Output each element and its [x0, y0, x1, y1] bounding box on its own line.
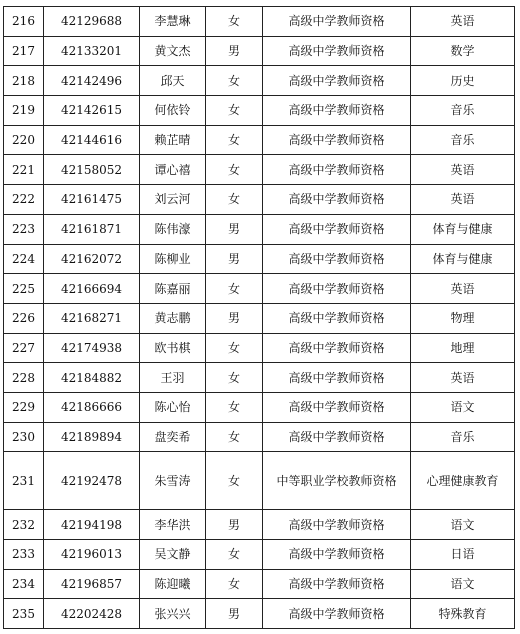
candidate-id: 42158052 [44, 155, 140, 185]
certificate-type: 中等职业学校教师资格 [263, 452, 411, 510]
row-number: 217 [4, 36, 44, 66]
certificate-type: 高级中学教师资格 [263, 422, 411, 452]
candidate-name: 黄志鹏 [140, 303, 206, 333]
table-row [4, 392, 515, 422]
row-number: 218 [4, 66, 44, 96]
row-number: 233 [4, 540, 44, 570]
candidate-gender: 男 [206, 510, 263, 540]
row-number: 226 [4, 303, 44, 333]
certificate-type: 高级中学教师资格 [263, 7, 411, 37]
candidate-id: 42189894 [44, 422, 140, 452]
subject: 日语 [411, 540, 515, 570]
certificate-type: 高级中学教师资格 [263, 274, 411, 304]
candidate-gender: 男 [206, 36, 263, 66]
row-number: 220 [4, 125, 44, 155]
candidate-table-body [4, 7, 515, 629]
candidate-gender: 女 [206, 392, 263, 422]
certificate-type: 高级中学教师资格 [263, 155, 411, 185]
table-row [4, 363, 515, 393]
subject: 英语 [411, 363, 515, 393]
candidate-gender: 男 [206, 214, 263, 244]
candidate-gender: 女 [206, 125, 263, 155]
subject: 音乐 [411, 422, 515, 452]
candidate-id: 42196857 [44, 569, 140, 599]
certificate-type: 高级中学教师资格 [263, 540, 411, 570]
certificate-type: 高级中学教师资格 [263, 303, 411, 333]
candidate-id: 42192478 [44, 452, 140, 510]
table-row [4, 155, 515, 185]
subject: 语文 [411, 510, 515, 540]
candidate-id: 42161871 [44, 214, 140, 244]
candidate-gender: 女 [206, 540, 263, 570]
candidate-id: 42144616 [44, 125, 140, 155]
candidate-name: 欧书棋 [140, 333, 206, 363]
candidate-gender: 女 [206, 7, 263, 37]
table-row [4, 452, 515, 510]
candidate-name: 吴文静 [140, 540, 206, 570]
table-row [4, 599, 515, 629]
candidate-name: 李华洪 [140, 510, 206, 540]
candidate-name: 陈心怡 [140, 392, 206, 422]
candidate-id: 42129688 [44, 7, 140, 37]
table-row [4, 303, 515, 333]
subject: 音乐 [411, 96, 515, 126]
table-row [4, 36, 515, 66]
candidate-id: 42162072 [44, 244, 140, 274]
certificate-type: 高级中学教师资格 [263, 36, 411, 66]
table-row [4, 422, 515, 452]
certificate-type: 高级中学教师资格 [263, 244, 411, 274]
candidate-name: 李慧琳 [140, 7, 206, 37]
candidate-id: 42202428 [44, 599, 140, 629]
candidate-gender: 男 [206, 244, 263, 274]
table-row [4, 66, 515, 96]
subject: 心理健康教育 [411, 452, 515, 510]
candidate-id: 42194198 [44, 510, 140, 540]
candidate-name: 黄文杰 [140, 36, 206, 66]
candidate-id: 42168271 [44, 303, 140, 333]
candidate-id: 42161475 [44, 185, 140, 215]
subject: 物理 [411, 303, 515, 333]
subject: 体育与健康 [411, 214, 515, 244]
candidate-name: 陈伟濠 [140, 214, 206, 244]
candidate-id: 42184882 [44, 363, 140, 393]
candidate-name: 何依铃 [140, 96, 206, 126]
certificate-type: 高级中学教师资格 [263, 599, 411, 629]
table-row [4, 214, 515, 244]
row-number: 235 [4, 599, 44, 629]
candidate-name: 陈迎曦 [140, 569, 206, 599]
subject: 数学 [411, 36, 515, 66]
certificate-type: 高级中学教师资格 [263, 333, 411, 363]
row-number: 221 [4, 155, 44, 185]
table-row [4, 540, 515, 570]
subject: 历史 [411, 66, 515, 96]
candidate-id: 42142615 [44, 96, 140, 126]
row-number: 216 [4, 7, 44, 37]
row-number: 224 [4, 244, 44, 274]
candidate-gender: 女 [206, 422, 263, 452]
subject: 地理 [411, 333, 515, 363]
table-row [4, 333, 515, 363]
row-number: 225 [4, 274, 44, 304]
candidate-name: 盘奕希 [140, 422, 206, 452]
subject: 音乐 [411, 125, 515, 155]
candidate-name: 刘云河 [140, 185, 206, 215]
candidate-gender: 女 [206, 185, 263, 215]
table-row [4, 510, 515, 540]
candidate-name: 赖芷晴 [140, 125, 206, 155]
row-number: 227 [4, 333, 44, 363]
candidate-gender: 女 [206, 274, 263, 304]
subject: 英语 [411, 185, 515, 215]
candidate-gender: 女 [206, 333, 263, 363]
certificate-type: 高级中学教师资格 [263, 214, 411, 244]
certificate-type: 高级中学教师资格 [263, 392, 411, 422]
candidate-name: 王羽 [140, 363, 206, 393]
table-row [4, 569, 515, 599]
row-number: 234 [4, 569, 44, 599]
subject: 英语 [411, 274, 515, 304]
table-row [4, 274, 515, 304]
candidate-gender: 女 [206, 452, 263, 510]
row-number: 219 [4, 96, 44, 126]
candidate-name: 陈嘉丽 [140, 274, 206, 304]
candidate-table [3, 6, 515, 629]
certificate-type: 高级中学教师资格 [263, 569, 411, 599]
candidate-gender: 男 [206, 599, 263, 629]
candidate-name: 陈柳业 [140, 244, 206, 274]
candidate-name: 谭心禧 [140, 155, 206, 185]
table-row [4, 96, 515, 126]
subject: 体育与健康 [411, 244, 515, 274]
row-number: 229 [4, 392, 44, 422]
candidate-id: 42196013 [44, 540, 140, 570]
subject: 英语 [411, 155, 515, 185]
candidate-name: 张兴兴 [140, 599, 206, 629]
table-row [4, 125, 515, 155]
certificate-type: 高级中学教师资格 [263, 66, 411, 96]
candidate-name: 邱天 [140, 66, 206, 96]
table-row [4, 7, 515, 37]
candidate-id: 42142496 [44, 66, 140, 96]
row-number: 231 [4, 452, 44, 510]
row-number: 223 [4, 214, 44, 244]
candidate-id: 42186666 [44, 392, 140, 422]
row-number: 228 [4, 363, 44, 393]
table-row [4, 244, 515, 274]
certificate-type: 高级中学教师资格 [263, 363, 411, 393]
candidate-gender: 女 [206, 155, 263, 185]
certificate-type: 高级中学教师资格 [263, 185, 411, 215]
candidate-name: 朱雪涛 [140, 452, 206, 510]
candidate-gender: 女 [206, 363, 263, 393]
row-number: 222 [4, 185, 44, 215]
subject: 语文 [411, 392, 515, 422]
candidate-gender: 女 [206, 96, 263, 126]
candidate-id: 42174938 [44, 333, 140, 363]
row-number: 230 [4, 422, 44, 452]
certificate-type: 高级中学教师资格 [263, 125, 411, 155]
subject: 特殊教育 [411, 599, 515, 629]
candidate-gender: 男 [206, 303, 263, 333]
certificate-type: 高级中学教师资格 [263, 96, 411, 126]
table-row [4, 185, 515, 215]
candidate-id: 42166694 [44, 274, 140, 304]
candidate-gender: 女 [206, 569, 263, 599]
certificate-type: 高级中学教师资格 [263, 510, 411, 540]
candidate-id: 42133201 [44, 36, 140, 66]
candidate-gender: 女 [206, 66, 263, 96]
subject: 英语 [411, 7, 515, 37]
row-number: 232 [4, 510, 44, 540]
subject: 语文 [411, 569, 515, 599]
